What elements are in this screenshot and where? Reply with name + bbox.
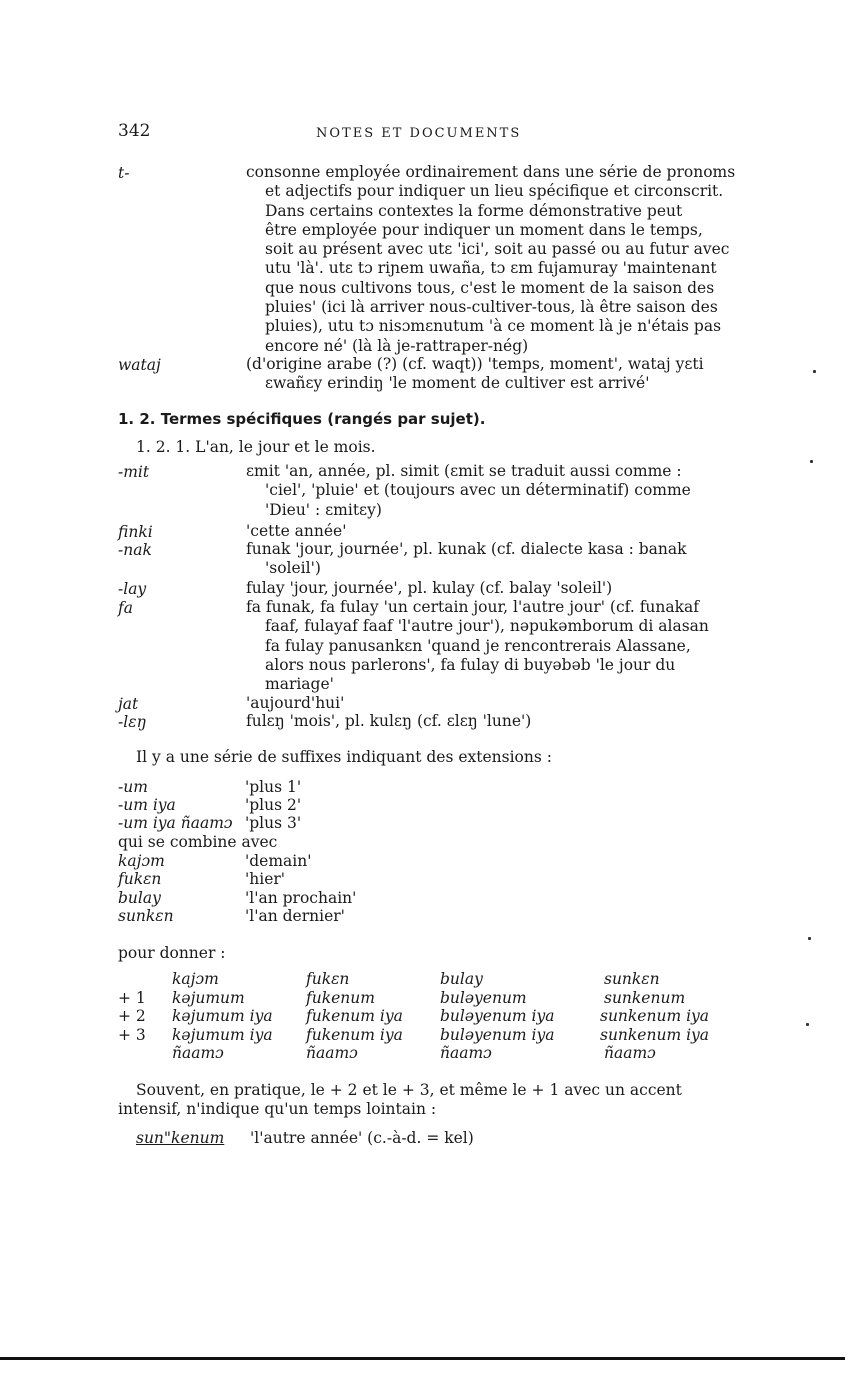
word-gloss: 'hier' bbox=[245, 870, 286, 888]
word-form: sunkɛn bbox=[118, 907, 174, 925]
subsection-heading: 1. 2. 1. L'an, le jour et le mois. bbox=[136, 438, 376, 456]
word-form: bulay bbox=[118, 889, 161, 907]
table-row-label: + 2 bbox=[118, 1007, 146, 1025]
definition-line: mariage' bbox=[265, 675, 334, 694]
table-cell: sunkenum bbox=[604, 989, 686, 1007]
definition-line: pluies), utu tɔ nisɔmɛnutum 'à ce moment là je n'étais pas bbox=[265, 317, 722, 336]
table-cell: kəjumum iya bbox=[172, 1026, 273, 1044]
example-gloss: 'l'autre année' (c.-à-d. = kel) bbox=[250, 1129, 474, 1147]
suffix-form: -um iya bbox=[118, 796, 176, 814]
entry-definition bbox=[246, 462, 713, 520]
table-header-cell: kajɔm bbox=[172, 970, 219, 988]
definition-line: encore né' (là là je-rattraper-nég) bbox=[265, 336, 529, 355]
entry-definition bbox=[246, 355, 713, 394]
table-cell: buləyenum iya bbox=[440, 1026, 555, 1044]
table-cell: fukenum iya bbox=[306, 1026, 403, 1044]
entry-definition bbox=[246, 540, 713, 579]
scan-speck bbox=[810, 460, 813, 463]
definition-line: être employée pour indiquer un moment dans le temps, bbox=[265, 220, 703, 239]
entry-head: -lɛŋ bbox=[118, 713, 147, 731]
table-cell: fukenum iya bbox=[306, 1007, 403, 1025]
entry-definition bbox=[246, 712, 713, 731]
suffix-gloss: 'plus 1' bbox=[245, 778, 302, 796]
table-cell: buləyenum iya bbox=[440, 1007, 555, 1025]
word-gloss: 'l'an prochain' bbox=[245, 889, 357, 907]
table-cell: ñaamɔ bbox=[604, 1044, 656, 1062]
definition-line: soit au présent avec utɛ 'ici', soit au passé ou au futur avec bbox=[265, 240, 730, 259]
definition-line: et adjectifs pour indiquer un lieu spécifique et circonscrit. bbox=[265, 182, 724, 201]
entry-head: finki bbox=[118, 523, 153, 541]
table-cell: ñaamɔ bbox=[172, 1044, 224, 1062]
definition-line: 'aujourd'hui' bbox=[246, 694, 345, 712]
word-form: fukɛn bbox=[118, 870, 162, 888]
definition-line: fulɛŋ 'mois', pl. kulɛŋ (cf. ɛlɛŋ 'lune') bbox=[246, 712, 532, 730]
definition-line: Dans certains contextes la forme démonstrative peut bbox=[265, 201, 683, 220]
entry-head: t- bbox=[118, 164, 130, 182]
table-cell: ñaamɔ bbox=[306, 1044, 358, 1062]
running-title: NOTES ET DOCUMENTS bbox=[316, 126, 522, 141]
table-row-label: + 3 bbox=[118, 1026, 146, 1044]
definition-line: fulay 'jour, journée', pl. kulay (cf. balay 'soleil') bbox=[246, 579, 613, 597]
definition-line: utu 'là'. utɛ tɔ riɲem uwaña, tɔ ɛm fujamuray 'maintenant bbox=[265, 259, 717, 278]
definition-line: 'Dieu' : ɛmitɛy) bbox=[265, 500, 382, 519]
definition-line: alors nous parlerons', fa fulay di buyəbəb 'le jour du bbox=[265, 655, 676, 674]
definition-line: que nous cultivons tous, c'est le moment de la saison des bbox=[265, 278, 715, 297]
table-cell: kəjumum bbox=[172, 989, 245, 1007]
page-number: 342 bbox=[118, 121, 151, 141]
table-cell: kəjumum iya bbox=[172, 1007, 273, 1025]
table-row-label: + 1 bbox=[118, 989, 146, 1007]
combine-text: qui se combine avec bbox=[118, 833, 278, 851]
definition-line: 'soleil') bbox=[265, 559, 321, 578]
suffix-gloss: 'plus 2' bbox=[245, 796, 302, 814]
definition-line: 'ciel', 'pluie' et (toujours avec un déterminatif) comme bbox=[265, 481, 691, 500]
table-cell: sunkenum iya bbox=[600, 1007, 710, 1025]
example-form: sun"kenum bbox=[136, 1129, 225, 1147]
table-header-cell: sunkɛn bbox=[604, 970, 660, 988]
definition-line: consonne employée ordinairement dans une série de pronoms bbox=[246, 163, 736, 181]
scan-speck bbox=[806, 1023, 809, 1026]
section-heading: 1. 2. Termes spécifiques (rangés par sujet). bbox=[118, 410, 486, 428]
entry-head: -mit bbox=[118, 463, 150, 481]
entry-definition bbox=[246, 522, 713, 541]
bottom-scan-edge bbox=[0, 1357, 845, 1360]
suffix-intro: Il y a une série de suffixes indiquant des extensions : bbox=[136, 748, 552, 766]
definition-line: (d'origine arabe (?) (cf. waqt)) 'temps, moment', wataj yɛti bbox=[246, 355, 704, 373]
table-cell: ñaamɔ bbox=[440, 1044, 492, 1062]
word-gloss: 'l'an dernier' bbox=[245, 907, 345, 925]
entry-definition bbox=[246, 694, 713, 713]
word-gloss: 'demain' bbox=[245, 852, 312, 870]
definition-line: faaf, fulayaf faaf 'l'autre jour'), nəpukəmborum di alasan bbox=[265, 617, 709, 636]
definition-line: fa funak, fa fulay 'un certain jour, l'autre jour' (cf. funakaf bbox=[246, 598, 700, 616]
scan-speck bbox=[808, 937, 811, 940]
table-cell: sunkenum iya bbox=[600, 1026, 710, 1044]
scan-speck bbox=[813, 370, 816, 373]
suffix-gloss: 'plus 3' bbox=[245, 814, 302, 832]
entry-head: jat bbox=[118, 695, 139, 713]
definition-line: ɛwañɛy erindiŋ 'le moment de cultiver est arrivé' bbox=[265, 374, 650, 393]
pour-donner: pour donner : bbox=[118, 944, 226, 962]
definition-line: fa fulay panusankɛn 'quand je rencontrerais Alassane, bbox=[265, 636, 691, 655]
entry-head: fa bbox=[118, 599, 133, 617]
entry-head: wataj bbox=[118, 356, 161, 374]
word-form: kajɔm bbox=[118, 852, 165, 870]
definition-line: 'cette année' bbox=[246, 522, 347, 540]
definition-line: pluies' (ici là arriver nous-cultiver-tous, là être saison des bbox=[265, 298, 718, 317]
table-header-cell: fukɛn bbox=[306, 970, 350, 988]
paragraph-line: Souvent, en pratique, le + 2 et le + 3, et même le + 1 avec un accent bbox=[136, 1081, 682, 1099]
entry-head: -lay bbox=[118, 580, 147, 598]
entry-definition bbox=[246, 163, 736, 356]
table-cell: fukenum bbox=[306, 989, 375, 1007]
table-cell: buləyenum bbox=[440, 989, 527, 1007]
entry-head: -nak bbox=[118, 541, 152, 559]
suffix-form: -um bbox=[118, 778, 148, 796]
suffix-form: -um iya ñaamɔ bbox=[118, 814, 233, 832]
definition-line: ɛmit 'an, année, pl. simit (ɛmit se traduit aussi comme : bbox=[246, 462, 682, 480]
entry-definition bbox=[246, 598, 713, 694]
table-header-cell: bulay bbox=[440, 970, 483, 988]
definition-line: funak 'jour, journée', pl. kunak (cf. dialecte kasa : banak bbox=[246, 540, 687, 558]
paragraph-line: intensif, n'indique qu'un temps lointain : bbox=[118, 1100, 437, 1118]
entry-definition bbox=[246, 579, 713, 598]
